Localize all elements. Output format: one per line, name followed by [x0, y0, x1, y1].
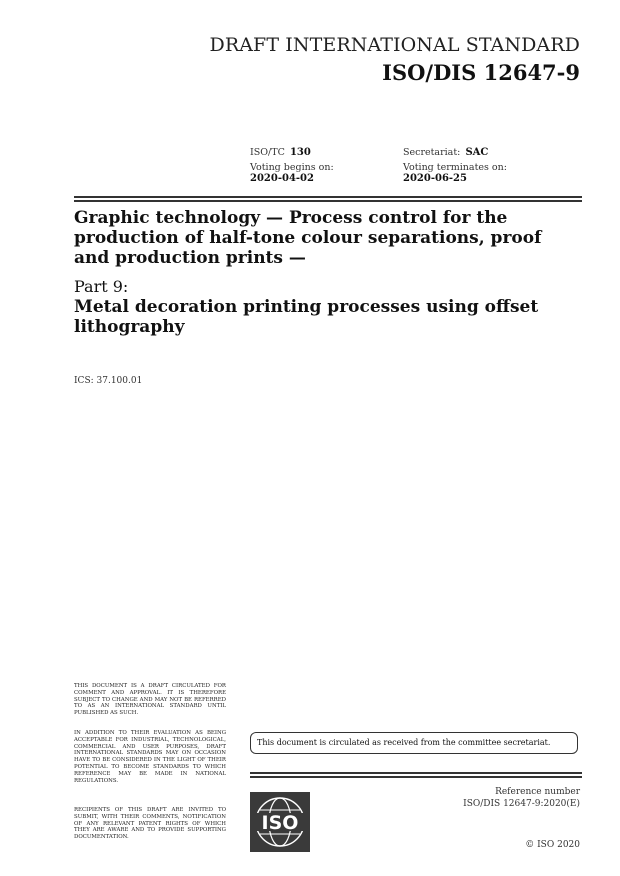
secretariat-value: SAC: [465, 147, 489, 158]
secretariat-label: Secretariat:: [403, 147, 461, 158]
copyright-notice: © ISO 2020: [525, 840, 580, 850]
voting-begins-label: Voting begins on:: [250, 162, 334, 173]
voting-begins-date: 2020-04-02: [250, 173, 314, 184]
iso-logo-text: ISO: [261, 812, 299, 834]
tc-label: ISO/TC: [250, 147, 285, 158]
part-title: Metal decoration printing processes using offset lithography: [74, 297, 539, 337]
disclaimer-paragraph-1: THIS DOCUMENT IS A DRAFT CIRCULATED FOR COMMENT AND APPROVAL. IT IS THEREFORE SUBJECT TO CHANGE AND MAY NOT BE REFERRED TO AS AN INTERNATIONAL STANDARD UNTIL PUBLISHED AS SUCH.: [74, 683, 226, 717]
footer-divider-bottom: [250, 776, 582, 778]
document-type: DRAFT INTERNATIONAL STANDARD: [209, 34, 580, 56]
header-divider-top: [74, 196, 582, 198]
document-title: Graphic technology — Process control for the production of half-tone colour separations, proof and production prints —: [74, 208, 542, 268]
voting-terminates-date: 2020-06-25: [403, 173, 467, 184]
reference-number-label: Reference number: [495, 787, 580, 797]
ics-code: ICS: 37.100.01: [74, 376, 143, 386]
secretariat: [403, 140, 488, 159]
header-divider-bottom: [74, 200, 582, 202]
document-number: ISO/DIS 12647-9: [382, 60, 580, 85]
footer-divider-top: [250, 772, 582, 774]
part-label: Part 9:: [74, 277, 129, 296]
technical-committee: [250, 140, 311, 159]
reference-number-value: ISO/DIS 12647-9:2020(E): [463, 799, 580, 809]
circulation-notice: This document is circulated as received from the committee secretariat.: [250, 732, 578, 754]
disclaimer-paragraph-3: RECIPIENTS OF THIS DRAFT ARE INVITED TO SUBMIT, WITH THEIR COMMENTS, NOTIFICATION OF ANY RELEVANT PATENT RIGHTS OF WHICH THEY ARE AWARE AND TO PROVIDE SUPPORTING DOCUMENTATION.: [74, 807, 226, 841]
voting-terminates-label: Voting terminates on:: [403, 162, 507, 173]
iso-logo-icon: [250, 792, 310, 852]
iso-logo: [250, 792, 310, 852]
disclaimer-paragraph-2: IN ADDITION TO THEIR EVALUATION AS BEING ACCEPTABLE FOR INDUSTRIAL, TECHNOLOGICAL, COMMERCIAL AND USER PURPOSES, DRAFT INTERNATIONAL STANDARDS MAY ON OCCASION HAVE TO BE CONSIDERED IN THE LIGHT OF THEIR POTENTIAL TO BECOME STANDARDS TO WHICH REFERENCE MAY BE MADE IN NATIONAL REGULATIONS.: [74, 730, 226, 784]
tc-number: 130: [289, 147, 311, 158]
